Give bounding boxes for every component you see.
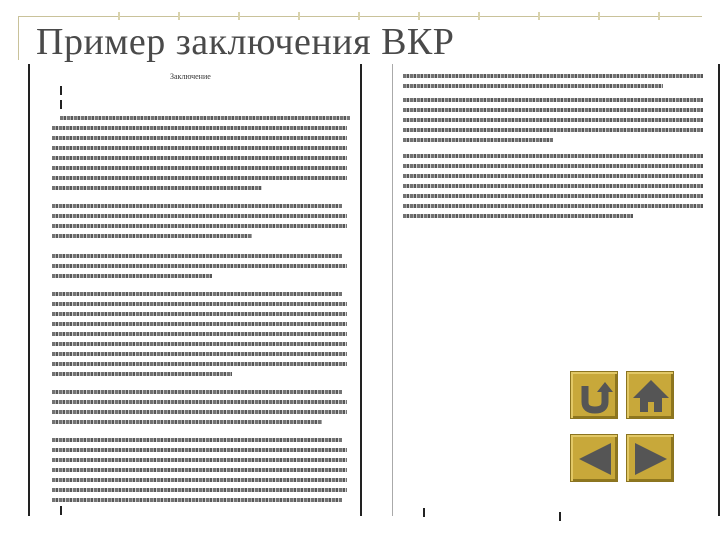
scanned-text-line <box>52 448 347 452</box>
frame-dot <box>538 12 540 20</box>
scanned-text-line <box>52 488 347 492</box>
scanned-text-line <box>403 204 703 208</box>
frame-dot <box>598 12 600 20</box>
frame-dot <box>178 12 180 20</box>
triangle-left-icon <box>571 435 619 483</box>
return-arrow-icon <box>571 372 619 420</box>
slide-title: Пример заключения ВКР <box>36 21 455 63</box>
scanned-text-line <box>52 372 232 376</box>
scanned-text-line <box>52 322 347 326</box>
frame-dot <box>418 12 420 20</box>
scanned-text-line <box>52 352 347 356</box>
scanned-text-line <box>403 154 703 158</box>
scanned-text-line <box>52 312 347 316</box>
paragraph-mark <box>423 508 425 517</box>
scanned-text-line <box>403 74 703 78</box>
frame-dot <box>358 12 360 20</box>
scanned-text-line <box>52 136 347 140</box>
frame-dot <box>238 12 240 20</box>
frame-decoration <box>18 12 702 20</box>
frame-dot <box>478 12 480 20</box>
scanned-text-line <box>52 410 347 414</box>
triangle-right-icon <box>627 435 675 483</box>
scanned-text-line <box>52 342 347 346</box>
home-button[interactable] <box>626 371 674 419</box>
scanned-text-line <box>52 468 347 472</box>
scanned-text-line <box>52 146 347 150</box>
scanned-text-line <box>52 478 347 482</box>
page-heading: Заключение <box>170 72 211 81</box>
home-icon <box>627 372 675 420</box>
paragraph-mark <box>60 506 62 515</box>
scanned-text-line <box>52 254 342 258</box>
scanned-text-line <box>52 390 342 394</box>
scanned-text-line <box>52 234 252 238</box>
scanned-text-line <box>52 274 212 278</box>
scanned-text-line <box>52 400 347 404</box>
scanned-text-line <box>52 264 347 268</box>
scanned-text-line <box>52 126 347 130</box>
scanned-text-line <box>403 84 663 88</box>
scanned-text-line <box>403 164 703 168</box>
scanned-text-line <box>403 118 703 122</box>
scanned-text-line <box>403 174 703 178</box>
return-button[interactable] <box>570 371 618 419</box>
scanned-text-line <box>52 224 347 228</box>
paragraph-mark <box>60 86 62 95</box>
paragraph-mark <box>60 100 62 109</box>
scanned-text-line <box>52 166 347 170</box>
scanned-text-line <box>403 128 703 132</box>
scanned-text-line <box>403 108 703 112</box>
scanned-text-line <box>52 498 342 502</box>
scanned-text-line <box>403 184 703 188</box>
scanned-text-line <box>52 438 342 442</box>
paragraph-mark <box>559 512 561 521</box>
scanned-text-line <box>52 302 347 306</box>
scanned-text-line <box>52 186 262 190</box>
scanned-text-line <box>52 156 347 160</box>
scanned-text-line <box>52 204 342 208</box>
frame-dot <box>658 12 660 20</box>
frame-dot <box>298 12 300 20</box>
scanned-text-line <box>60 116 350 120</box>
frame-dot <box>118 12 120 20</box>
scanned-text-line <box>52 292 342 296</box>
scanned-text-line <box>403 138 553 142</box>
document-page-left <box>28 64 362 516</box>
scanned-text-line <box>52 176 347 180</box>
scanned-text-line <box>52 214 347 218</box>
scanned-text-line <box>403 214 633 218</box>
frame-left-line <box>18 16 19 60</box>
scanned-text-line <box>52 362 347 366</box>
scanned-text-line <box>52 332 347 336</box>
scanned-text-line <box>403 194 703 198</box>
next-slide-button[interactable] <box>626 434 674 482</box>
scanned-text-line <box>52 420 322 424</box>
scanned-text-line <box>52 458 347 462</box>
scanned-text-line <box>403 98 703 102</box>
previous-slide-button[interactable] <box>570 434 618 482</box>
